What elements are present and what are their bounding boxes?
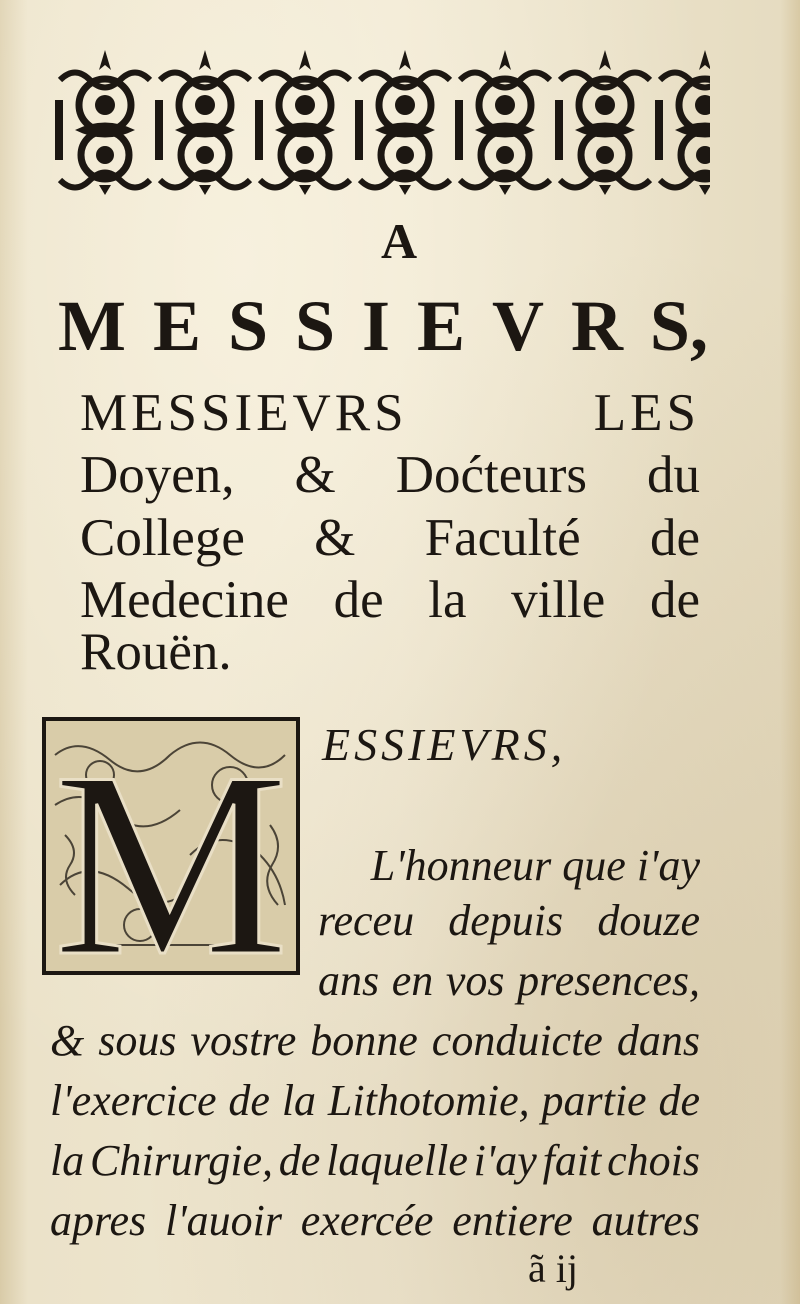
text-word: apres: [50, 1196, 147, 1245]
address-line-3: [80, 508, 700, 568]
text-line: [318, 895, 700, 947]
text-word: receu: [318, 896, 415, 945]
text-word: Lithotomie,: [327, 1076, 530, 1125]
address-word: Faculté: [424, 509, 581, 567]
text-word: partie: [541, 1076, 647, 1125]
title-letter: S: [294, 286, 335, 366]
title-letter: M: [58, 286, 126, 366]
text-word: dans: [616, 1016, 700, 1065]
text-word: exercée: [300, 1196, 434, 1245]
text-word: de: [228, 1076, 270, 1125]
text-word: sous: [98, 1016, 177, 1065]
address-word: du: [646, 446, 700, 504]
address-word: ville: [511, 571, 606, 629]
text-word: Chirurgie,: [90, 1136, 273, 1185]
text-word: autres: [591, 1196, 700, 1245]
text-line: [50, 1015, 700, 1067]
dropcap-letter: M: [53, 718, 289, 977]
text-word: vos: [445, 956, 505, 1005]
text-word: entiere: [452, 1196, 573, 1245]
signature-mark: ã ij: [528, 1246, 578, 1291]
address-line-4: [80, 570, 700, 630]
address-word: de: [649, 509, 700, 567]
text-word: de: [278, 1136, 321, 1185]
decorated-initial-m-icon: [40, 715, 302, 977]
text-word: l'exercice: [50, 1076, 217, 1125]
text-word: vostre: [190, 1016, 297, 1065]
text-word: en: [391, 956, 434, 1005]
title-letter: S: [227, 286, 268, 366]
text-word: l'auoir: [164, 1196, 282, 1245]
address-word: Doćteurs: [395, 446, 588, 504]
title-letter: V: [491, 286, 544, 366]
title-messieurs: [58, 286, 708, 366]
text-word: bonne: [310, 1016, 418, 1065]
title-a: A: [380, 213, 420, 269]
address-word: Doyen,: [80, 446, 235, 504]
title-letter: E: [416, 286, 465, 366]
text-word: laquelle: [326, 1136, 468, 1185]
text-word: depuis: [448, 896, 564, 945]
address-word: de: [333, 571, 384, 629]
address-word: &: [314, 509, 356, 567]
salutation: ESSIEVRS,: [322, 719, 567, 770]
title-letter: R: [570, 286, 623, 366]
address-word: MESSIEVRS: [80, 384, 408, 442]
text-word: conduicte: [431, 1016, 603, 1065]
text-line: [50, 1075, 700, 1127]
text-word: presences,: [517, 956, 700, 1005]
text-word: i'ay: [473, 1136, 537, 1185]
text-word: douze: [597, 896, 700, 945]
text-word: &: [50, 1016, 85, 1065]
address-word: Medecine: [80, 571, 289, 629]
address-word: &: [294, 446, 336, 504]
address-line-1: [80, 383, 700, 443]
address-word: College: [80, 509, 245, 567]
text-word: la: [50, 1136, 85, 1185]
address-word: de: [649, 571, 700, 629]
title-letter: I: [361, 286, 390, 366]
text-word: chois: [607, 1136, 700, 1185]
title-letter: E: [152, 286, 201, 366]
ornamental-headpiece-icon: [55, 45, 710, 200]
address-word: la: [428, 571, 467, 629]
text-line: [318, 955, 700, 1007]
address-line-5: [80, 622, 700, 682]
text-word: L'honneur que i'ay: [370, 841, 700, 890]
text-word: la: [281, 1076, 317, 1125]
text-line: [355, 840, 700, 892]
text-word: fait: [542, 1136, 602, 1185]
address-word: LES: [593, 384, 700, 442]
text-word: de: [658, 1076, 700, 1125]
text-line: [50, 1195, 700, 1247]
text-line: [50, 1135, 700, 1187]
title-letter: S,: [649, 286, 708, 366]
text-word: ans: [318, 956, 380, 1005]
address-word: Rouën.: [80, 623, 232, 681]
address-line-2: [80, 445, 700, 505]
